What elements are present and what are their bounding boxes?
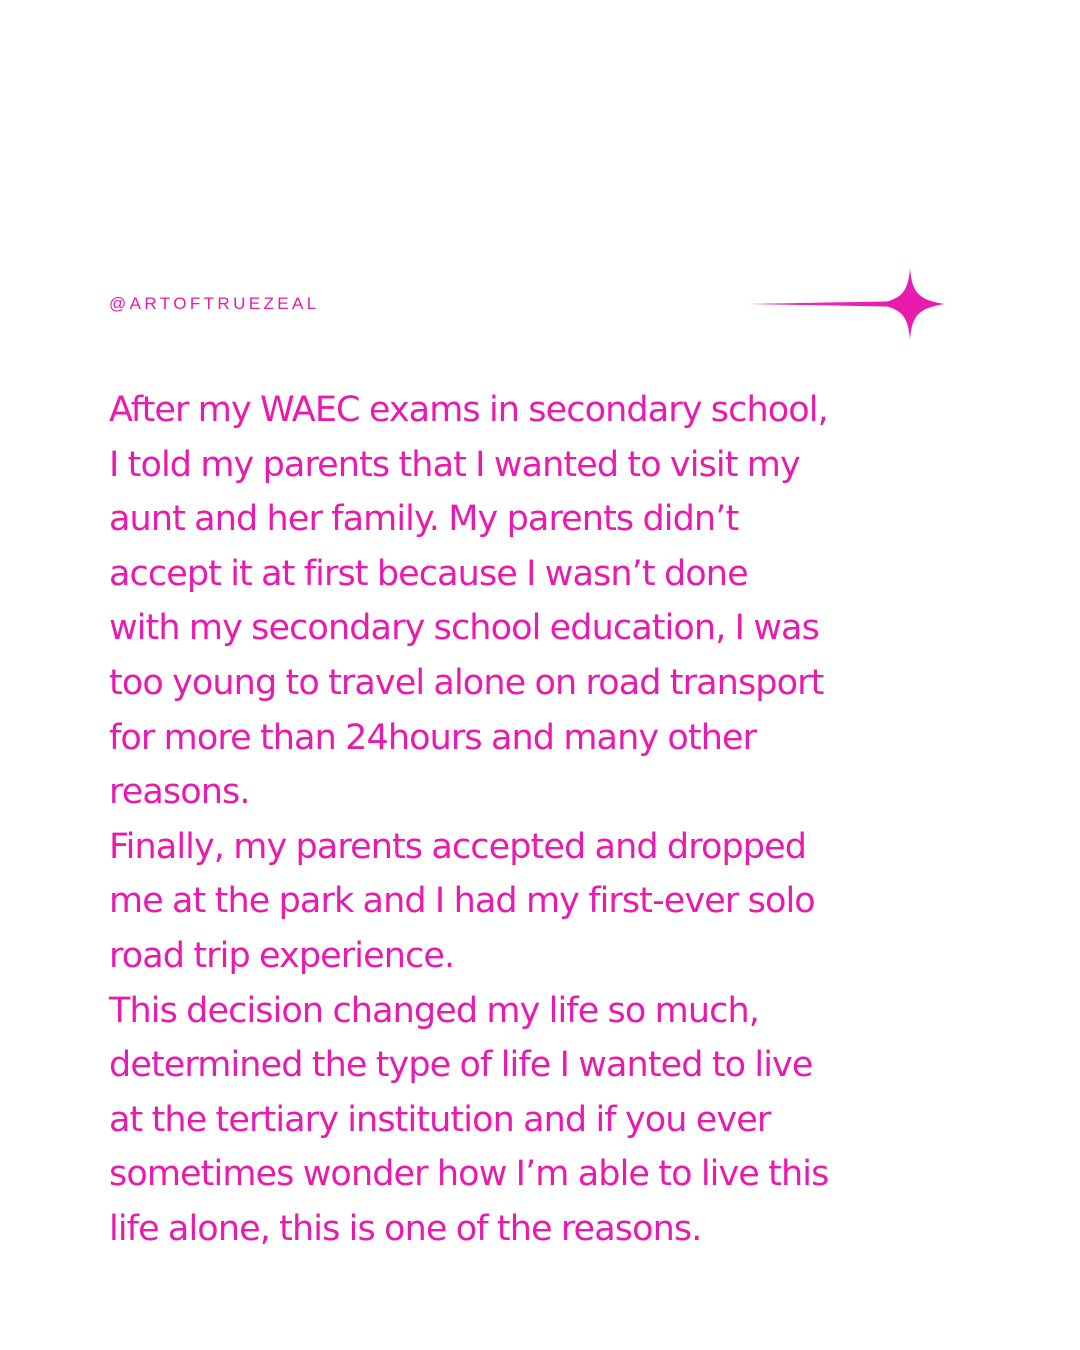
story-line: accept it at first because I wasn’t done — [109, 553, 748, 594]
story-line: reasons. — [109, 772, 250, 813]
story-line: at the tertiary institution and if you ever — [109, 1099, 771, 1140]
story-line: Finally, my parents accepted and dropped — [109, 826, 807, 867]
story-line: This decision changed my life so much, — [109, 990, 759, 1031]
account-handle: @ARTOFTRUEZEAL — [109, 294, 320, 313]
story-line: for more than 24hours and many other — [109, 717, 757, 758]
story-line: life alone, this is one of the reasons. — [109, 1208, 702, 1249]
story-line: determined the type of life I wanted to live — [109, 1045, 813, 1086]
story-text — [109, 383, 989, 1257]
story-line: I told my parents that I wanted to visit my — [109, 444, 800, 485]
story-line: with my secondary school education, I was — [109, 608, 819, 649]
story-line: After my WAEC exams in secondary school, — [109, 390, 828, 430]
story-line: me at the park and I had my first-ever solo — [109, 881, 815, 922]
story-line: aunt and her family. My parents didn’t — [109, 499, 739, 540]
sparkle-star-icon — [740, 262, 950, 344]
story-line: road trip experience. — [109, 935, 455, 976]
story-line: sometimes wonder how I’m able to live this — [109, 1154, 829, 1195]
story-line: too young to travel alone on road transport — [109, 662, 824, 703]
